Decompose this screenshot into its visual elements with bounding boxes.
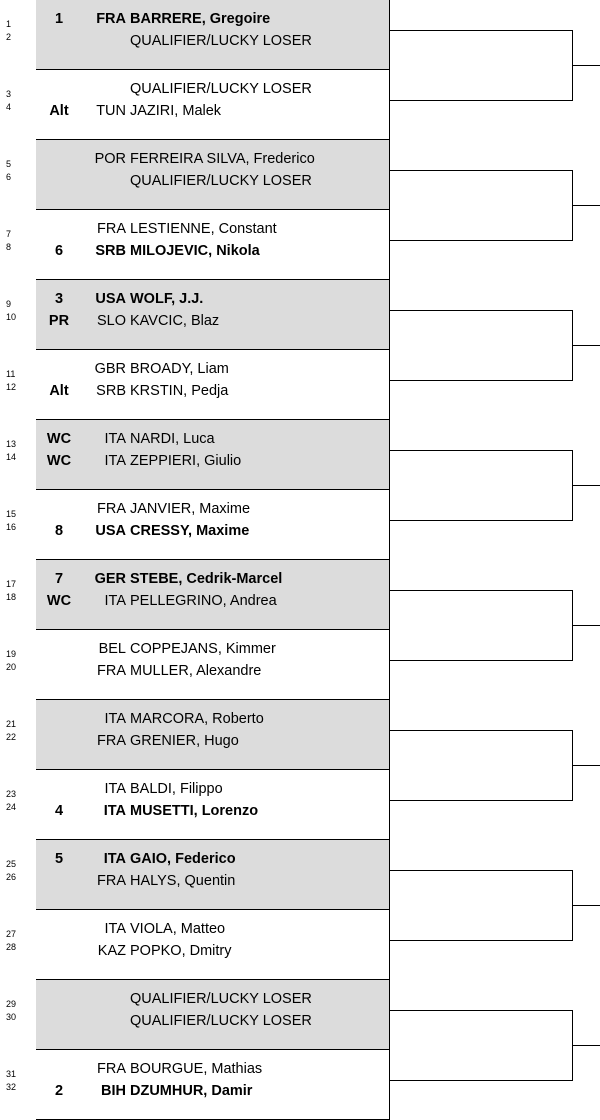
player-name: WOLF, J.J. <box>130 291 204 307</box>
draw-entry <box>6 1058 596 1080</box>
country-code: USA <box>95 523 126 539</box>
player-name: HALYS, Quentin <box>130 873 236 889</box>
draw-entry <box>6 1080 596 1102</box>
draw-entry <box>6 708 596 730</box>
bracket-line <box>389 1080 572 1081</box>
bracket-line <box>572 345 600 346</box>
bracket-line <box>389 380 572 381</box>
draw-position: 4 <box>6 102 12 112</box>
seed-label: 4 <box>54 803 64 819</box>
player-name: LESTIENNE, Constant <box>130 221 277 237</box>
player-name: QUALIFIER/LUCKY LOSER <box>130 33 312 49</box>
draw-position: 15 <box>6 509 17 519</box>
draw-entry <box>6 940 596 962</box>
country-code: FRA <box>97 501 126 517</box>
draw-entry <box>6 288 596 310</box>
country-code: KAZ <box>97 943 126 959</box>
draw-position: 8 <box>6 242 12 252</box>
draw-entry <box>6 778 596 800</box>
bracket-line <box>389 1010 572 1011</box>
draw-position: 19 <box>6 649 17 659</box>
seed-label: Alt <box>49 383 69 399</box>
draw-entry <box>6 870 596 892</box>
bracket-line <box>389 100 572 101</box>
country-code: BEL <box>98 641 126 657</box>
draw-entry <box>6 638 596 660</box>
player-name: COPPEJANS, Kimmer <box>130 641 276 657</box>
draw-position: 2 <box>6 32 12 42</box>
bracket-line <box>389 730 572 731</box>
draw-position: 5 <box>6 159 12 169</box>
player-name: KAVCIC, Blaz <box>130 313 220 329</box>
bracket-line <box>389 240 572 241</box>
country-code: ITA <box>103 851 126 867</box>
draw-position: 31 <box>6 1069 17 1079</box>
country-code: GER <box>94 571 126 587</box>
player-name: FERREIRA SILVA, Frederico <box>130 151 315 167</box>
seed-label: Alt <box>49 103 69 119</box>
draw-entry <box>6 918 596 940</box>
draw-position: 32 <box>6 1082 17 1092</box>
draw-entry <box>6 520 596 542</box>
seed-label: WC <box>46 593 72 609</box>
bracket-line <box>572 205 600 206</box>
draw-position: 1 <box>6 19 12 29</box>
draw-position: 18 <box>6 592 17 602</box>
player-name: JANVIER, Maxime <box>130 501 251 517</box>
player-name: CRESSY, Maxime <box>130 523 250 539</box>
country-code: ITA <box>103 803 126 819</box>
draw-entry <box>6 148 596 170</box>
player-name: NARDI, Luca <box>130 431 215 447</box>
bracket-line <box>572 485 600 486</box>
player-name: BARRERE, Gregoire <box>130 11 271 27</box>
draw-entry <box>6 380 596 402</box>
country-code: FRA <box>96 11 126 27</box>
country-code: ITA <box>104 781 126 797</box>
draw-entry <box>6 730 596 752</box>
draw-position: 12 <box>6 382 17 392</box>
player-name: POPKO, Dmitry <box>130 943 232 959</box>
bracket-line <box>389 660 572 661</box>
bracket-line <box>389 520 572 521</box>
bracket-line <box>389 310 572 311</box>
player-name: BALDI, Filippo <box>130 781 223 797</box>
seed-label: 2 <box>54 1083 64 1099</box>
player-name: DZUMHUR, Damir <box>130 1083 253 1099</box>
player-name: QUALIFIER/LUCKY LOSER <box>130 1013 312 1029</box>
draw-position: 29 <box>6 999 17 1009</box>
bracket-line <box>389 590 572 591</box>
draw-entry <box>6 358 596 380</box>
seed-label: 3 <box>54 291 64 307</box>
draw-position: 10 <box>6 312 17 322</box>
draw-entry <box>6 1010 596 1032</box>
country-code: FRA <box>97 733 126 749</box>
seed-label: PR <box>48 313 70 329</box>
draw-position: 14 <box>6 452 17 462</box>
draw-position: 9 <box>6 299 12 309</box>
draw-entry <box>6 590 596 612</box>
draw-position: 3 <box>6 89 12 99</box>
player-name: QUALIFIER/LUCKY LOSER <box>130 991 312 1007</box>
country-code: BIH <box>101 1083 126 1099</box>
seed-label: WC <box>46 431 72 447</box>
seed-label: 7 <box>54 571 64 587</box>
draw-position: 7 <box>6 229 12 239</box>
bracket-line <box>389 870 572 871</box>
draw-entry <box>6 660 596 682</box>
bracket-line <box>572 65 600 66</box>
country-code: POR <box>94 151 126 167</box>
draw-entry <box>6 240 596 262</box>
bracket-line <box>572 905 600 906</box>
player-name: QUALIFIER/LUCKY LOSER <box>130 81 312 97</box>
draw-entry <box>6 310 596 332</box>
draw-entry <box>6 428 596 450</box>
bracket-line <box>389 30 572 31</box>
player-name: PELLEGRINO, Andrea <box>130 593 277 609</box>
draw-entry <box>6 568 596 590</box>
seed-label: 8 <box>54 523 64 539</box>
draw-position: 28 <box>6 942 17 952</box>
draw-entry <box>6 78 596 100</box>
draw-position: 27 <box>6 929 17 939</box>
player-name: ZEPPIERI, Giulio <box>130 453 242 469</box>
draw-entry <box>6 450 596 472</box>
country-code: FRA <box>97 663 126 679</box>
seed-label: 1 <box>54 11 64 27</box>
country-code: FRA <box>97 1061 126 1077</box>
draw-position: 22 <box>6 732 17 742</box>
draw-entry <box>6 170 596 192</box>
country-code: SRB <box>96 383 126 399</box>
draw-position: 20 <box>6 662 17 672</box>
country-code: ITA <box>104 711 126 727</box>
player-name: MUSETTI, Lorenzo <box>130 803 259 819</box>
player-name: MARCORA, Roberto <box>130 711 264 727</box>
draw-entry <box>6 848 596 870</box>
bracket-line <box>572 765 600 766</box>
draw-position: 16 <box>6 522 17 532</box>
bracket-line <box>389 450 572 451</box>
bracket-line <box>572 625 600 626</box>
country-code: ITA <box>104 431 126 447</box>
bracket-line <box>389 800 572 801</box>
country-code: TUN <box>96 103 126 119</box>
draw-entry <box>6 218 596 240</box>
country-code: USA <box>95 291 126 307</box>
draw-entry <box>6 800 596 822</box>
draw-entry <box>6 988 596 1010</box>
draw-position: 24 <box>6 802 17 812</box>
player-name: KRSTIN, Pedja <box>130 383 229 399</box>
bracket-line <box>572 1045 600 1046</box>
player-name: GAIO, Federico <box>130 851 236 867</box>
country-code: FRA <box>97 873 126 889</box>
draw-entry <box>6 8 596 30</box>
draw-position: 26 <box>6 872 17 882</box>
draw-position: 13 <box>6 439 17 449</box>
player-name: QUALIFIER/LUCKY LOSER <box>130 173 312 189</box>
draw-entry <box>6 30 596 52</box>
country-code: SLO <box>96 313 126 329</box>
seed-label: 5 <box>54 851 64 867</box>
country-code: GBR <box>94 361 126 377</box>
player-name: STEBE, Cedrik-Marcel <box>130 571 283 587</box>
draw-position: 11 <box>6 369 16 379</box>
draw-position: 25 <box>6 859 17 869</box>
seed-label: WC <box>46 453 72 469</box>
country-code: FRA <box>97 221 126 237</box>
player-name: BOURGUE, Mathias <box>130 1061 263 1077</box>
country-code: ITA <box>104 921 126 937</box>
draw-position: 6 <box>6 172 12 182</box>
player-name: BROADY, Liam <box>130 361 229 377</box>
player-name: MILOJEVIC, Nikola <box>130 243 260 259</box>
player-name: JAZIRI, Malek <box>130 103 222 119</box>
draw-position: 21 <box>6 719 17 729</box>
seed-label: 6 <box>54 243 64 259</box>
bracket-line <box>389 170 572 171</box>
draw-entry <box>6 100 596 122</box>
draw-entry <box>6 498 596 520</box>
player-name: GRENIER, Hugo <box>130 733 239 749</box>
player-name: VIOLA, Matteo <box>130 921 226 937</box>
country-code: ITA <box>104 453 126 469</box>
draw-position: 17 <box>6 579 17 589</box>
country-code: SRB <box>95 243 126 259</box>
bracket-line <box>389 940 572 941</box>
draw-position: 23 <box>6 789 17 799</box>
country-code: ITA <box>104 593 126 609</box>
player-name: MULLER, Alexandre <box>130 663 262 679</box>
draw-position: 30 <box>6 1012 17 1022</box>
